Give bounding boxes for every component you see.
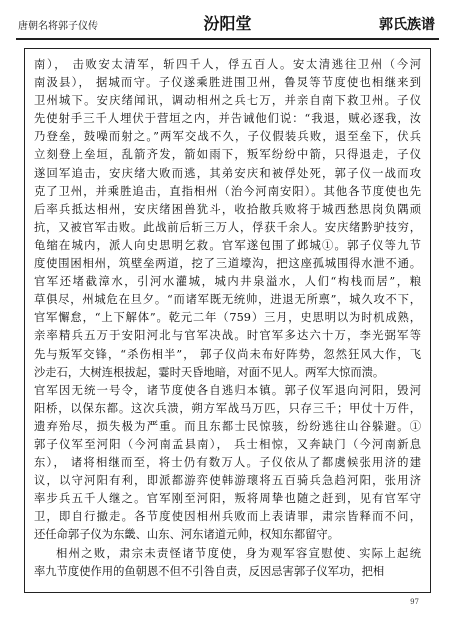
genealogy-title: 郭氏族谱 (379, 17, 435, 33)
text-line: 度使围困相州，筑壁垒两道，挖了三道壕沟，把这座孤城围得水泄不通。 (34, 257, 421, 271)
text-line: 南）， 击败安太清军，斩四千人，俘五百人。安太清逃往卫州（今河 (34, 58, 421, 71)
text-line: 还任命郭子仪为东畿、山东、河东诸道元帅，权知东都留守。 (34, 528, 340, 542)
text-line: 草俱尽，州城危在旦夕。“而诸军既无统帅，进退无所禀”，城久攻不下， (34, 293, 421, 307)
text-line: 遗弃殆尽，损失极为严重。而且东都士民惊骇，纷纷逃往山谷躲避。① (34, 419, 421, 433)
text-line: 率步兵五千人继之。官军刚至河阳，叛将周挚也随之赶到，见有官军守 (34, 492, 421, 506)
text-line: 相州之败，肃宗未责怪诸节度使，身为观军容宣慰使、实际上起统 (56, 546, 421, 560)
text-line: 遂回军追击，安庆绪大败而逃，其弟安庆和被俘处死，郭子仪一战而攻 (34, 166, 421, 180)
text-line: 克了卫州，并乘胜追击，直指相州（治今河南安阳）。其他各节度使也先 (34, 184, 421, 198)
text-frame (24, 48, 431, 593)
text-line: 后率兵抵达相州，安庆绪困兽犹斗，收拾散兵败将于城西愁思岗负隅顽 (34, 202, 421, 216)
text-line: 官军懈怠，“上下解体”。乾元二年（759）三月，史思明以为时机成熟， (34, 311, 421, 325)
text-line: 郭子仪军至河阳（今河南孟县南）， 兵士相惊，又奔缺门（今河南新息 (34, 437, 421, 451)
text-line: 南汲县）， 据城而守。子仪遂乘胜进围卫州，鲁炅等节度使也相继来到 (34, 76, 421, 90)
text-line: 乃登垒，鼓噪而射之。”两军交战不久，子仪假装兵败，退至垒下，伏兵 (34, 130, 421, 144)
body-text (34, 56, 421, 581)
text-line: 官军因无统一号令，诸节度使各自逃归本镇。郭子仪军退向河阳，毁河 (34, 383, 421, 397)
text-line: 卫州城下。安庆绪闻讯，调动相州之兵七万，并亲自南下救卫州。子仪 (34, 94, 421, 108)
text-line: 亲率精兵五万于安阳河北与官军决战。时官军多达六十万，李光弼军等 (34, 329, 421, 343)
page-number: 97 (410, 598, 419, 606)
page-header (16, 6, 439, 40)
text-line: 龟缩在城内，派人向史思明乞救。官军遂包围了邺城①。郭子仪等九节 (34, 238, 421, 252)
text-line: 先与叛军交锋，“杀伤相半”， 郭子仪尚未布好阵势，忽然狂风大作，飞 (34, 347, 421, 361)
text-line: 先使射手三千人埋伏于营垣之内，并告诫他们说：“我退，贼必逐我，汝 (34, 112, 421, 126)
text-line: 率九节度使作用的鱼朝恩不但不引咎自责，反因忌害郭子仪军功，把相 (34, 564, 385, 578)
book-title: 唐朝名将郭子仪传 (18, 21, 98, 32)
text-line: 官军还堵截漳水，引河水灌城，城内井泉溢水，人们“构栈而居”，粮 (34, 275, 421, 289)
text-line: 沙走石，大树连根拔起，霎时天昏地暗，对面不见人。两军大惊而溃。 (34, 365, 385, 379)
text-line: 阳桥，以保东都。这次兵溃，朔方军战马万匹，只存三千；甲仗十万件， (34, 401, 421, 415)
text-line: 卫，即自行撤走。各节度使因相州兵败而上表请罪，肃宗皆释而不问， (34, 510, 421, 524)
hall-name-title: 汾阳堂 (203, 14, 252, 33)
text-line: 立刻登上垒垣，乱箭齐发，箭如雨下，叛军纷纷中箭，只得退走，子仪 (34, 148, 421, 162)
text-line: 议，以守河阳有利，即派都游弈使韩游瓌将五百骑兵急趋河阳，张用济 (34, 474, 421, 488)
text-line: 抗，又被官军击败。此战前后斩三万人，俘获千余人。安庆绪黔驴技穷， (34, 220, 421, 234)
text-line: 东）， 诸将相继而至，将士仍有数万人。子仪依从了都虞候张用济的建 (34, 456, 421, 470)
